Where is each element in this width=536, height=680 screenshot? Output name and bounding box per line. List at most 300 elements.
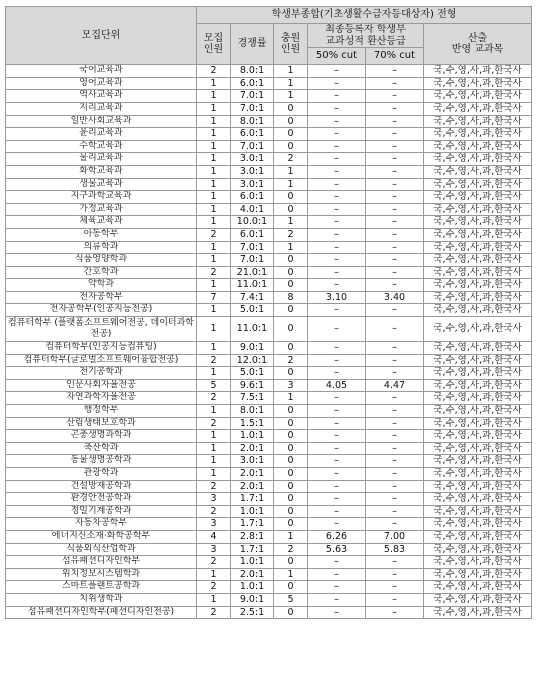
table-row: [6, 505, 532, 518]
cell-filled: 1: [274, 77, 308, 90]
cell-quota: 1: [197, 241, 231, 254]
cell-quota: 1: [197, 405, 231, 418]
cell-cut70: –: [366, 90, 424, 103]
cell-subjects: 국,수,영,사,과,한국사: [424, 606, 532, 619]
cell-cut70: –: [366, 317, 424, 342]
cell-unit: 윤리교육과: [6, 128, 197, 141]
cell-cut70: –: [366, 606, 424, 619]
cell-subjects: 국,수,영,사,과,한국사: [424, 128, 532, 141]
cell-filled: 2: [274, 228, 308, 241]
cell-cut50: –: [308, 304, 366, 317]
cell-quota: 1: [197, 165, 231, 178]
header-final-line1: 최종등록자 학생부: [325, 24, 406, 35]
cell-cut70: –: [366, 354, 424, 367]
table-row: [6, 342, 532, 355]
cell-quota: 1: [197, 77, 231, 90]
cell-filled: 8: [274, 291, 308, 304]
cell-subjects: 국,수,영,사,과,한국사: [424, 140, 532, 153]
cell-competition: 6.0:1: [231, 77, 274, 90]
cell-quota: 1: [197, 367, 231, 380]
cell-filled: 0: [274, 367, 308, 380]
cell-filled: 0: [274, 455, 308, 468]
cell-competition: 2.8:1: [231, 530, 274, 543]
cell-unit: 약학과: [6, 279, 197, 292]
cell-unit: 화학교육과: [6, 165, 197, 178]
cell-quota: 1: [197, 178, 231, 191]
table-row: [6, 556, 532, 569]
cell-filled: 0: [274, 442, 308, 455]
cell-competition: 2.0:1: [231, 480, 274, 493]
cell-competition: 9.6:1: [231, 379, 274, 392]
cell-subjects: 국,수,영,사,과,한국사: [424, 568, 532, 581]
cell-unit: 스마트플랜트공학과: [6, 581, 197, 594]
header-cut50: 50% cut: [308, 48, 366, 65]
cell-cut70: –: [366, 153, 424, 166]
cell-competition: 3.0:1: [231, 165, 274, 178]
cell-cut70: –: [366, 178, 424, 191]
cell-competition: 8.0:1: [231, 115, 274, 128]
cell-unit: 환경안전공학과: [6, 493, 197, 506]
cell-subjects: 국,수,영,사,과,한국사: [424, 581, 532, 594]
cell-cut70: 7.00: [366, 530, 424, 543]
table-row: [6, 178, 532, 191]
cell-subjects: 국,수,영,사,과,한국사: [424, 279, 532, 292]
header-subjects: [424, 24, 532, 65]
table-row: [6, 304, 532, 317]
cell-competition: 1.7:1: [231, 518, 274, 531]
cell-unit: 국어교육과: [6, 65, 197, 78]
cell-competition: 7.0:1: [231, 140, 274, 153]
cell-filled: 1: [274, 178, 308, 191]
cell-cut70: 5.83: [366, 543, 424, 556]
cell-unit: 관광학과: [6, 468, 197, 481]
table-row: [6, 165, 532, 178]
cell-filled: 0: [274, 556, 308, 569]
cell-cut50: –: [308, 455, 366, 468]
cell-cut50: –: [308, 140, 366, 153]
cell-subjects: 국,수,영,사,과,한국사: [424, 102, 532, 115]
cell-cut70: –: [366, 128, 424, 141]
cell-cut70: –: [366, 392, 424, 405]
cell-cut50: –: [308, 216, 366, 229]
cell-cut50: –: [308, 191, 366, 204]
cell-quota: 1: [197, 140, 231, 153]
cell-competition: 6.0:1: [231, 128, 274, 141]
header-subj-line1: 산출: [467, 32, 488, 44]
table-row: [6, 367, 532, 380]
cell-subjects: 국,수,영,사,과,한국사: [424, 367, 532, 380]
cell-quota: 1: [197, 115, 231, 128]
cell-unit: 동물생명공학과: [6, 455, 197, 468]
cell-cut50: –: [308, 128, 366, 141]
cell-unit: 아동학부: [6, 228, 197, 241]
cell-filled: 3: [274, 379, 308, 392]
cell-cut50: –: [308, 405, 366, 418]
cell-cut50: –: [308, 568, 366, 581]
cell-competition: 3.0:1: [231, 455, 274, 468]
table-row: [6, 77, 532, 90]
cell-cut70: –: [366, 304, 424, 317]
cell-quota: 1: [197, 90, 231, 103]
cell-unit: 산림생태보호학과: [6, 417, 197, 430]
cell-unit: 물리교육과: [6, 153, 197, 166]
cell-quota: 2: [197, 266, 231, 279]
cell-cut50: –: [308, 178, 366, 191]
header-final-grade: [308, 24, 424, 48]
cell-competition: 1.0:1: [231, 581, 274, 594]
header-quota: [197, 24, 231, 65]
cell-unit: 식품영양학과: [6, 254, 197, 267]
cell-cut70: –: [366, 191, 424, 204]
table-row: [6, 606, 532, 619]
cell-cut70: –: [366, 430, 424, 443]
cell-unit: 위치정보시스템학과: [6, 568, 197, 581]
cell-filled: 0: [274, 102, 308, 115]
cell-subjects: 국,수,영,사,과,한국사: [424, 241, 532, 254]
cell-competition: 5.0:1: [231, 304, 274, 317]
cell-filled: 0: [274, 581, 308, 594]
cell-competition: 21.0:1: [231, 266, 274, 279]
cell-filled: 2: [274, 153, 308, 166]
cell-filled: 0: [274, 128, 308, 141]
cell-cut70: –: [366, 203, 424, 216]
cell-subjects: 국,수,영,사,과,한국사: [424, 455, 532, 468]
cell-cut50: –: [308, 254, 366, 267]
cell-unit: 지구과학교육과: [6, 191, 197, 204]
cell-cut50: –: [308, 228, 366, 241]
cell-unit: 컴퓨터학부(글로벌소프트웨어융합전공): [6, 354, 197, 367]
cell-filled: 0: [274, 304, 308, 317]
cell-cut50: –: [308, 430, 366, 443]
cell-filled: 0: [274, 203, 308, 216]
cell-cut70: 4.47: [366, 379, 424, 392]
table-row: [6, 203, 532, 216]
cell-filled: 0: [274, 279, 308, 292]
cell-cut70: –: [366, 254, 424, 267]
cell-filled: 1: [274, 216, 308, 229]
cell-quota: 1: [197, 153, 231, 166]
cell-filled: 1: [274, 65, 308, 78]
table-row: [6, 480, 532, 493]
cell-cut70: –: [366, 216, 424, 229]
cell-unit: 자동차공학부: [6, 518, 197, 531]
cell-unit: 축산학과: [6, 442, 197, 455]
cell-subjects: 국,수,영,사,과,한국사: [424, 178, 532, 191]
cell-cut70: –: [366, 241, 424, 254]
cell-quota: 5: [197, 379, 231, 392]
cell-filled: 0: [274, 254, 308, 267]
cell-unit: 전자공학부: [6, 291, 197, 304]
cell-cut50: –: [308, 165, 366, 178]
cell-unit: 생물교육과: [6, 178, 197, 191]
cell-competition: 11.0:1: [231, 279, 274, 292]
cell-subjects: 국,수,영,사,과,한국사: [424, 354, 532, 367]
cell-competition: 10.0:1: [231, 216, 274, 229]
cell-competition: 6.0:1: [231, 228, 274, 241]
cell-subjects: 국,수,영,사,과,한국사: [424, 317, 532, 342]
cell-cut70: –: [366, 279, 424, 292]
cell-subjects: 국,수,영,사,과,한국사: [424, 518, 532, 531]
header-subj-line2: 반영 교과목: [451, 44, 504, 56]
cell-unit: 가정교육과: [6, 203, 197, 216]
cell-cut50: –: [308, 342, 366, 355]
cell-subjects: 국,수,영,사,과,한국사: [424, 304, 532, 317]
table-row: [6, 216, 532, 229]
cell-cut70: –: [366, 581, 424, 594]
cell-cut50: –: [308, 606, 366, 619]
cell-competition: 2.5:1: [231, 606, 274, 619]
cell-filled: 2: [274, 543, 308, 556]
cell-competition: 6.0:1: [231, 191, 274, 204]
cell-cut50: –: [308, 505, 366, 518]
cell-subjects: 국,수,영,사,과,한국사: [424, 543, 532, 556]
cell-cut70: –: [366, 115, 424, 128]
cell-subjects: 국,수,영,사,과,한국사: [424, 379, 532, 392]
cell-quota: 2: [197, 392, 231, 405]
cell-quota: 4: [197, 530, 231, 543]
table-row: [6, 90, 532, 103]
cell-unit: 행정학부: [6, 405, 197, 418]
cell-subjects: 국,수,영,사,과,한국사: [424, 228, 532, 241]
cell-unit: 인문사회자율전공: [6, 379, 197, 392]
cell-cut50: –: [308, 367, 366, 380]
cell-cut50: –: [308, 241, 366, 254]
cell-quota: 3: [197, 493, 231, 506]
cell-cut50: –: [308, 153, 366, 166]
table-row: [6, 191, 532, 204]
cell-cut50: –: [308, 493, 366, 506]
cell-cut50: –: [308, 392, 366, 405]
cell-subjects: 국,수,영,사,과,한국사: [424, 191, 532, 204]
cell-subjects: 국,수,영,사,과,한국사: [424, 266, 532, 279]
table-row: [6, 568, 532, 581]
cell-filled: 0: [274, 266, 308, 279]
cell-subjects: 국,수,영,사,과,한국사: [424, 593, 532, 606]
cell-quota: 3: [197, 543, 231, 556]
cell-subjects: 국,수,영,사,과,한국사: [424, 442, 532, 455]
table-row: [6, 468, 532, 481]
cell-cut70: –: [366, 518, 424, 531]
cell-cut70: 3.40: [366, 291, 424, 304]
cell-cut70: –: [366, 556, 424, 569]
cell-unit: 곤충생명과학과: [6, 430, 197, 443]
cell-cut70: –: [366, 480, 424, 493]
cell-cut70: –: [366, 468, 424, 481]
cell-subjects: 국,수,영,사,과,한국사: [424, 392, 532, 405]
table-row: [6, 291, 532, 304]
table-row: [6, 241, 532, 254]
cell-cut70: –: [366, 77, 424, 90]
table-row: [6, 102, 532, 115]
cell-subjects: 국,수,영,사,과,한국사: [424, 430, 532, 443]
table-row: [6, 153, 532, 166]
cell-quota: 1: [197, 342, 231, 355]
header-filled-line1: 충원: [280, 32, 301, 44]
cell-cut70: –: [366, 505, 424, 518]
cell-cut70: –: [366, 455, 424, 468]
cell-cut70: –: [366, 266, 424, 279]
header-unit: 모집단위: [6, 7, 197, 65]
cell-cut50: –: [308, 581, 366, 594]
cell-subjects: 국,수,영,사,과,한국사: [424, 342, 532, 355]
cell-subjects: 국,수,영,사,과,한국사: [424, 216, 532, 229]
cell-cut70: –: [366, 342, 424, 355]
cell-filled: 0: [274, 417, 308, 430]
cell-unit: 에너지신소재·화학공학부: [6, 530, 197, 543]
cell-cut50: –: [308, 266, 366, 279]
cell-competition: 7.5:1: [231, 392, 274, 405]
header-final-line2: 교과성적 환산등급: [325, 35, 406, 47]
cell-competition: 3.0:1: [231, 178, 274, 191]
cell-quota: 1: [197, 216, 231, 229]
cell-subjects: 국,수,영,사,과,한국사: [424, 468, 532, 481]
cell-competition: 2.0:1: [231, 442, 274, 455]
cell-cut70: –: [366, 140, 424, 153]
cell-cut50: –: [308, 65, 366, 78]
table-row: [6, 115, 532, 128]
cell-competition: 8.0:1: [231, 65, 274, 78]
cell-subjects: 국,수,영,사,과,한국사: [424, 417, 532, 430]
cell-filled: 0: [274, 505, 308, 518]
cell-filled: 1: [274, 392, 308, 405]
cell-unit: 영어교육과: [6, 77, 197, 90]
cell-quota: 2: [197, 480, 231, 493]
cell-quota: 2: [197, 228, 231, 241]
cell-competition: 7.0:1: [231, 102, 274, 115]
cell-quota: 1: [197, 279, 231, 292]
table-row: [6, 543, 532, 556]
header-group: 학생부종합(기초생활수급자등대상자) 전형: [197, 7, 532, 24]
cell-cut70: –: [366, 417, 424, 430]
cell-competition: 7.0:1: [231, 254, 274, 267]
cell-cut50: –: [308, 556, 366, 569]
table-row: [6, 493, 532, 506]
header-competition: 경쟁률: [231, 24, 274, 65]
cell-unit: 간호학과: [6, 266, 197, 279]
cell-quota: 7: [197, 291, 231, 304]
cell-subjects: 국,수,영,사,과,한국사: [424, 115, 532, 128]
cell-unit: 수학교육과: [6, 140, 197, 153]
cell-filled: 1: [274, 90, 308, 103]
cell-unit: 치위생학과: [6, 593, 197, 606]
cell-quota: 1: [197, 254, 231, 267]
cell-unit: 지리교육과: [6, 102, 197, 115]
cell-competition: 1.5:1: [231, 417, 274, 430]
cell-filled: 0: [274, 342, 308, 355]
table-row: [6, 140, 532, 153]
table-row: [6, 417, 532, 430]
cell-cut70: –: [366, 442, 424, 455]
table-row: [6, 530, 532, 543]
cell-cut50: 4.05: [308, 379, 366, 392]
cell-filled: 0: [274, 405, 308, 418]
cell-subjects: 국,수,영,사,과,한국사: [424, 405, 532, 418]
table-row: [6, 455, 532, 468]
cell-competition: 9.0:1: [231, 593, 274, 606]
cell-quota: 1: [197, 593, 231, 606]
cell-quota: 1: [197, 128, 231, 141]
cell-cut50: 3.10: [308, 291, 366, 304]
cell-unit: 섬유패션디자인학부(패션디자인전공): [6, 606, 197, 619]
cell-filled: 0: [274, 191, 308, 204]
cell-cut50: 6.26: [308, 530, 366, 543]
cell-cut50: –: [308, 480, 366, 493]
cell-unit: 역사교육과: [6, 90, 197, 103]
cell-filled: 0: [274, 115, 308, 128]
cell-quota: 3: [197, 518, 231, 531]
cell-unit: 일반사회교육과: [6, 115, 197, 128]
cell-unit: 컴퓨터학부(인공지능컴퓨팅): [6, 342, 197, 355]
cell-filled: 1: [274, 165, 308, 178]
cell-quota: 1: [197, 468, 231, 481]
cell-subjects: 국,수,영,사,과,한국사: [424, 153, 532, 166]
table-row: [6, 266, 532, 279]
cell-quota: 1: [197, 317, 231, 342]
table-row: [6, 442, 532, 455]
cell-subjects: 국,수,영,사,과,한국사: [424, 480, 532, 493]
cell-cut70: –: [366, 102, 424, 115]
table-row: [6, 354, 532, 367]
cell-subjects: 국,수,영,사,과,한국사: [424, 530, 532, 543]
cell-cut70: –: [366, 65, 424, 78]
cell-cut70: –: [366, 228, 424, 241]
cell-quota: 2: [197, 65, 231, 78]
cell-filled: 0: [274, 493, 308, 506]
cell-competition: 1.7:1: [231, 493, 274, 506]
cell-subjects: 국,수,영,사,과,한국사: [424, 65, 532, 78]
cell-cut50: –: [308, 203, 366, 216]
cell-competition: 1.0:1: [231, 430, 274, 443]
table-row: [6, 65, 532, 78]
admission-results-table: [5, 6, 532, 619]
cell-cut50: –: [308, 77, 366, 90]
cell-filled: 0: [274, 140, 308, 153]
cell-competition: 7.4:1: [231, 291, 274, 304]
cell-competition: 1.0:1: [231, 505, 274, 518]
table-row: [6, 379, 532, 392]
cell-filled: 0: [274, 317, 308, 342]
header-filled-line2: 인원: [280, 44, 301, 56]
cell-competition: 1.0:1: [231, 556, 274, 569]
cell-subjects: 국,수,영,사,과,한국사: [424, 254, 532, 267]
cell-competition: 5.0:1: [231, 367, 274, 380]
cell-unit: 체육교육과: [6, 216, 197, 229]
table-row: [6, 518, 532, 531]
table-row: [6, 593, 532, 606]
cell-filled: 1: [274, 241, 308, 254]
cell-filled: 0: [274, 430, 308, 443]
cell-quota: 2: [197, 581, 231, 594]
cell-cut50: –: [308, 115, 366, 128]
cell-cut50: –: [308, 593, 366, 606]
table-row: [6, 128, 532, 141]
cell-cut50: –: [308, 279, 366, 292]
cell-unit: 섬유패션디자인학부: [6, 556, 197, 569]
admission-table-container: [5, 6, 531, 619]
cell-subjects: 국,수,영,사,과,한국사: [424, 203, 532, 216]
table-row: [6, 279, 532, 292]
cell-quota: 1: [197, 568, 231, 581]
cell-subjects: 국,수,영,사,과,한국사: [424, 505, 532, 518]
cell-unit: 자연과학자율전공: [6, 392, 197, 405]
cell-subjects: 국,수,영,사,과,한국사: [424, 493, 532, 506]
cell-filled: 0: [274, 606, 308, 619]
cell-competition: 2.0:1: [231, 568, 274, 581]
cell-competition: 7.0:1: [231, 90, 274, 103]
cell-filled: 0: [274, 480, 308, 493]
cell-filled: 2: [274, 354, 308, 367]
cell-cut70: –: [366, 593, 424, 606]
